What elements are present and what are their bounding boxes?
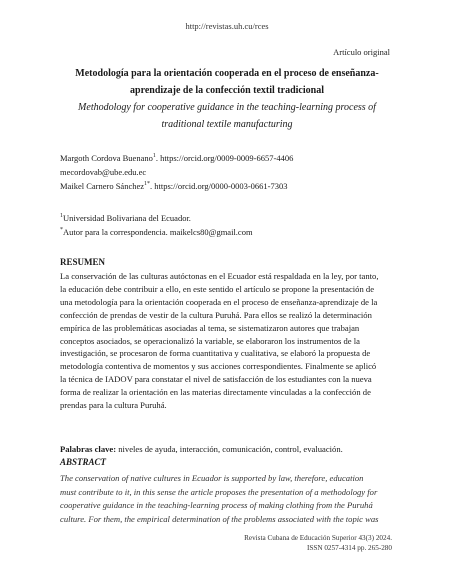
resumen-line: empírica de las problemáticas asociadas al tema, se sistematizaron autores que trabajan	[60, 322, 360, 333]
resumen-line: conceptos asociados, se operacionalizó la variable, se elaboraron los instrumentos de la	[60, 335, 360, 346]
title-spanish-line: Metodología para la orientación cooperada en el proceso de enseñanza-	[75, 68, 379, 79]
resumen-line: investigación, se procesaron de forma cuantitativa y cualitativa, se elaboró la propuesta de	[60, 348, 371, 359]
author-name: Margoth Cordova Buenano	[60, 153, 153, 163]
affiliation-1	[60, 211, 400, 225]
abstract-line: must contribute to it, in this sense the article proposes the presentation of a methodology for	[60, 486, 378, 497]
title-spanish	[60, 65, 394, 99]
resumen-line: una metodología para la orientación cooperada en el proceso de enseñanza-aprendizaje de la	[60, 296, 378, 307]
abstract-line: The conservation of native cultures in Ecuador is supported by law, therefore, education	[60, 473, 364, 483]
orcid-link[interactable]: . https://orcid.org/0000-0003-0661-7303	[150, 181, 288, 191]
corr-sup: *	[60, 227, 63, 234]
keywords	[60, 443, 394, 455]
resumen-line: forma de realizar la orientación en las materias directamente vinculadas a la confección de	[60, 387, 371, 398]
author-name: Maikel Carnero Sánchez	[60, 181, 145, 191]
header-url[interactable]: http://revistas.uh.cu/rces	[185, 21, 269, 31]
resumen-line: la técnica de IADOV para constatar el nivel de satisfacción de los estudiantes con la nueva	[60, 374, 372, 385]
corr-text: Autor para la correspondencia. maikelcs80@gmail.com	[63, 227, 253, 237]
resumen-line: prendas para la cultura Puruhá.	[60, 400, 167, 411]
title-spanish-line: aprendizaje de la confección textil tradicional	[130, 85, 324, 96]
author-email[interactable]: mecordovab@ube.edu.ec	[60, 167, 147, 177]
resumen-line: la educación debe contribuir a ello, en este sentido el artículo se propone la presentación de	[60, 283, 375, 294]
page-footer	[244, 533, 392, 553]
author-sup: 1*	[144, 181, 151, 188]
resumen-line: La conservación de las culturas autóctonas en el Ecuador está respaldada en la ley, por tanto,	[60, 271, 379, 281]
resumen-line: confección de prendas de vestir de la cultura Puruhá. Para ellos se realizó la determinación	[60, 309, 372, 320]
affiliation-text: Universidad Bolivariana del Ecuador.	[63, 213, 191, 223]
affiliation-sup: 1	[60, 213, 63, 220]
orcid-link[interactable]: . https://orcid.org/0009-0009-6657-4406	[155, 153, 294, 163]
abstract-line: cooperative guidance in the teaching-learning process of making clothing from the Puruhá	[60, 500, 373, 511]
author-sup: 1	[152, 153, 156, 160]
affiliations	[60, 211, 400, 239]
title-english-line: Methodology for cooperative guidance in the teaching-learning process of	[78, 102, 376, 113]
title-english-line: traditional textile manufacturing	[161, 119, 293, 130]
article-type: Artículo original	[333, 47, 390, 57]
author-2	[60, 179, 400, 193]
footer-journal: Revista Cubana de Educación Superior 43(3) 2024.	[244, 534, 392, 542]
author-1	[60, 151, 400, 165]
footer-issn: ISSN 0257-4314 pp. 265-280	[306, 544, 392, 552]
title-english	[60, 99, 394, 133]
keywords-label: Palabras clave:	[60, 444, 117, 454]
abstract-body	[60, 472, 394, 526]
author-list	[60, 151, 400, 193]
resumen-heading: RESUMEN	[60, 257, 106, 267]
abstract-line: culture. For them, the empirical determination of the problems associated with the topic was	[60, 513, 379, 524]
resumen-body	[60, 270, 394, 412]
resumen-line: metodología contentiva de momentos y sus acciones correspondientes. Finalmente se aplicó	[60, 361, 377, 372]
abstract-heading: ABSTRACT	[60, 457, 107, 467]
corresponding-author	[60, 225, 400, 239]
keywords-text: niveles de ayuda, interacción, comunicación, control, evaluación.	[116, 444, 343, 454]
